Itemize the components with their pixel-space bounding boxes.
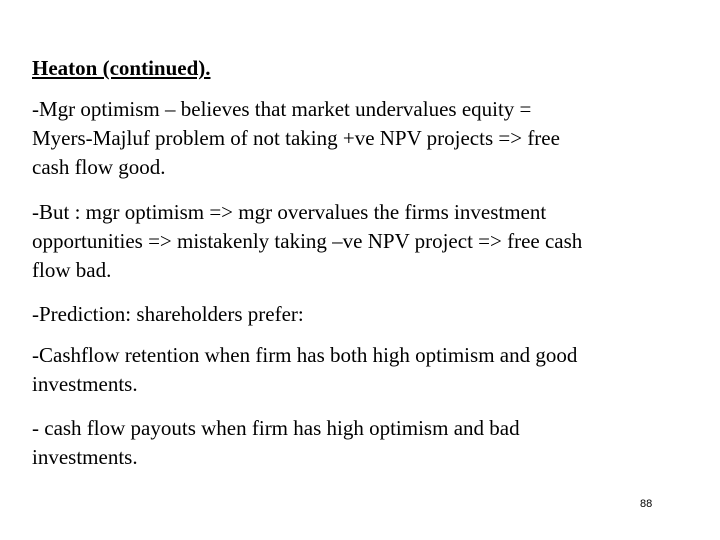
paragraph-line: flow bad. [32,258,112,282]
paragraph-manager-optimism [32,95,692,182]
paragraph-line: investments. [32,372,138,396]
paragraph-line: -Cashflow retention when firm has both high optimism and good [32,343,578,367]
paragraph-line: Myers-Majluf problem of not taking +ve NPV projects => free [32,126,560,150]
paragraph-cash-flow-payouts [32,414,692,472]
slide-title: Heaton (continued). [32,56,211,80]
paragraph-prediction [32,300,692,329]
page-number: 88 [640,498,653,510]
paragraph-line: -Prediction: shareholders prefer: [32,302,304,326]
paragraph-line: -Mgr optimism – believes that market undervalues equity = [32,97,532,121]
paragraph-line: cash flow good. [32,155,166,179]
paragraph-line: - cash flow payouts when firm has high optimism and bad [32,416,520,440]
paragraph-line: opportunities => mistakenly taking –ve NPV project => free cash [32,229,583,253]
paragraph-but [32,198,692,285]
paragraph-cashflow-retention [32,341,692,399]
paragraph-line: investments. [32,445,138,469]
paragraph-line: -But : mgr optimism => mgr overvalues the firms investment [32,200,547,224]
